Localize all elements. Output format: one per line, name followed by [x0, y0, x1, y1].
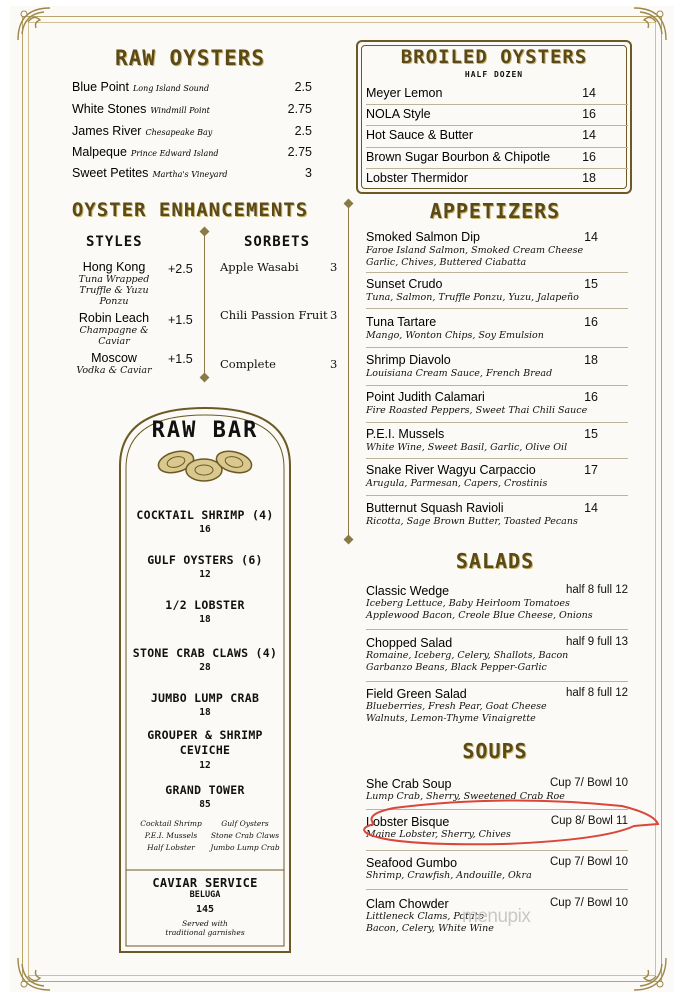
- list-item: [366, 463, 598, 489]
- list-item: [366, 86, 596, 106]
- raw-bar-item: [118, 598, 292, 625]
- list-item: [366, 277, 598, 303]
- column-divider: [348, 204, 349, 540]
- watermark: menupix: [462, 906, 531, 927]
- salad-desc: Applewood Bacon, Creole Blue Cheese, Onions: [366, 610, 593, 621]
- divider: [366, 422, 628, 423]
- salad-name: Field Green Salad: [366, 687, 467, 701]
- style-price: +2.5: [168, 262, 193, 276]
- oyster-price: 2.5: [294, 124, 312, 138]
- oyster-name: White Stones: [72, 102, 147, 116]
- soup-price: Cup 7/ Bowl 10: [550, 897, 628, 909]
- raw-bar-item-name: COCKTAIL SHRIMP (4): [136, 508, 274, 522]
- raw-bar-item: [118, 553, 292, 580]
- appetizers-heading: APPETIZERS: [429, 199, 561, 223]
- appetizer-desc: Garlic, Chives, Buttered Ciabatta: [366, 257, 527, 268]
- broiled-name: Hot Sauce & Butter: [366, 128, 474, 142]
- style-item: [64, 311, 164, 347]
- sorbet-price: 3: [330, 308, 338, 322]
- caviar-price: 145: [195, 904, 215, 915]
- caviar-note: traditional garnishes: [165, 928, 245, 937]
- oyster-location: Prince Edward Island: [130, 149, 219, 158]
- caviar-service: [118, 876, 292, 937]
- raw-bar-item-name: GROUPER & SHRIMP CEVICHE: [147, 728, 263, 757]
- list-item: [72, 102, 312, 120]
- list-item: [366, 353, 598, 379]
- list-item: [72, 145, 312, 163]
- divider: [366, 308, 628, 309]
- sorbet-name: Apple Wasabi: [220, 260, 299, 274]
- salad-desc: Romaine, Iceberg, Celery, Shallots, Bacon: [366, 650, 569, 661]
- divider: [366, 272, 628, 273]
- salad-price: half 8 full 12: [565, 584, 628, 596]
- divider: [366, 168, 628, 169]
- divider: [366, 889, 628, 890]
- salad-name: Classic Wedge: [366, 584, 450, 598]
- list-item: [366, 427, 598, 453]
- style-desc: Vodka & Caviar: [76, 365, 152, 376]
- broiled-subheading: HALF DOZEN: [464, 70, 524, 79]
- oyster-location: Long Island Sound: [132, 84, 210, 93]
- list-item: [366, 150, 596, 170]
- broiled-name: NOLA Style: [366, 107, 431, 121]
- divider: [366, 495, 628, 496]
- appetizer-name: Sunset Crudo: [366, 277, 443, 291]
- raw-bar-item: [140, 728, 270, 771]
- oyster-location: Martha's Vineyard: [152, 170, 228, 179]
- styles-label: STYLES: [86, 234, 143, 250]
- corner-ornament-icon: [14, 4, 54, 44]
- style-name: Hong Kong: [82, 260, 146, 274]
- soup-desc: Lump Crab, Sherry, Sweetened Crab Roe: [366, 791, 565, 802]
- corner-ornament-icon: [630, 4, 670, 44]
- broiled-name: Lobster Thermidor: [366, 171, 468, 185]
- caviar-sub: BELUGA: [189, 890, 221, 900]
- sorbet-price: 3: [330, 260, 338, 274]
- raw-bar-panel: [118, 406, 292, 954]
- style-price: +1.5: [168, 313, 193, 327]
- grand-tower-list-right: [208, 818, 282, 854]
- raw-bar-item: [118, 691, 292, 718]
- divider: [366, 385, 628, 386]
- oyster-price: 2.75: [287, 102, 312, 116]
- divider: [366, 850, 628, 851]
- appetizer-price: 14: [584, 230, 598, 244]
- appetizer-name: Smoked Salmon Dip: [366, 230, 480, 244]
- divider: [366, 347, 628, 348]
- soup-desc: Bacon, Celery, White Wine: [366, 923, 494, 934]
- salad-desc: Iceberg Lettuce, Baby Heirloom Tomatoes: [366, 598, 570, 609]
- broiled-price: 14: [582, 86, 596, 100]
- tower-item: Half Lobster: [147, 843, 195, 852]
- soup-name: Lobster Bisque: [366, 815, 450, 829]
- tower-item: Stone Crab Claws: [210, 831, 280, 840]
- raw-bar-frame: [118, 406, 292, 954]
- raw-bar-heading: RAW BAR: [151, 418, 259, 443]
- raw-bar-item: [118, 646, 292, 673]
- sorbet-name: Chili Passion Fruit: [220, 308, 328, 322]
- appetizer-name: P.E.I. Mussels: [366, 427, 445, 441]
- broiled-price: 18: [582, 171, 596, 185]
- oyster-name: Sweet Petites: [72, 166, 149, 180]
- corner-ornament-icon: [14, 954, 54, 994]
- salad-desc: Walnuts, Lemon-Thyme Vinaigrette: [366, 713, 536, 724]
- appetizer-price: 15: [584, 427, 598, 441]
- list-item: [366, 636, 628, 674]
- raw-bar-item-name: GRAND TOWER: [165, 783, 245, 797]
- soups-heading: SOUPS: [462, 739, 528, 763]
- style-item: [64, 351, 164, 376]
- appetizer-desc: Faroe Island Salmon, Smoked Cream Cheese: [366, 245, 584, 256]
- style-desc: Champagne & Caviar: [79, 325, 149, 347]
- caviar-note: Served with: [182, 919, 228, 928]
- oyster-price: 2.75: [287, 145, 312, 159]
- appetizer-price: 17: [584, 463, 598, 477]
- list-item: [366, 501, 598, 527]
- oyster-name: Blue Point: [72, 80, 129, 94]
- divider: [366, 681, 628, 682]
- list-item: [72, 166, 312, 184]
- list-item: [366, 856, 628, 882]
- soup-price: Cup 8/ Bowl 11: [550, 815, 628, 827]
- soup-price: Cup 7/ Bowl 10: [550, 856, 628, 868]
- broiled-price: 14: [582, 128, 596, 142]
- style-name: Moscow: [91, 351, 137, 365]
- oyster-name: Malpeque: [72, 145, 127, 159]
- appetizer-name: Tuna Tartare: [366, 315, 437, 329]
- broiled-name: Meyer Lemon: [366, 86, 443, 100]
- raw-bar-item: [118, 508, 292, 535]
- divider: [366, 458, 628, 459]
- soup-desc: Littleneck Clams, Potato: [366, 911, 485, 922]
- appetizer-desc: Louisiana Cream Sauce, French Bread: [366, 368, 553, 379]
- appetizer-name: Snake River Wagyu Carpaccio: [366, 463, 536, 477]
- raw-bar-item-name: STONE CRAB CLAWS (4): [132, 646, 278, 660]
- appetizer-desc: Arugula, Parmesan, Capers, Crostinis: [366, 478, 548, 489]
- tower-item: Cocktail Shrimp: [140, 819, 202, 828]
- raw-bar-item: [118, 783, 292, 810]
- list-item: [366, 584, 628, 622]
- list-item: [366, 390, 598, 416]
- tower-item: Gulf Oysters: [221, 819, 269, 828]
- broiled-price: 16: [582, 107, 596, 121]
- oyster-location: Windmill Point: [150, 106, 210, 115]
- style-desc: Truffle & Yuzu Ponzu: [79, 285, 149, 307]
- tower-item: P.E.I. Mussels: [144, 831, 198, 840]
- style-name: Robin Leach: [78, 311, 150, 325]
- appetizer-price: 15: [584, 277, 598, 291]
- raw-oysters-heading: RAW OYSTERS: [114, 46, 266, 70]
- salad-name: Chopped Salad: [366, 636, 453, 650]
- list-item: [72, 124, 312, 142]
- broiled-price: 16: [582, 150, 596, 164]
- salads-heading: SALADS: [455, 549, 535, 573]
- appetizer-desc: Ricotta, Sage Brown Butter, Toasted Pecans: [366, 516, 578, 527]
- raw-bar-item-name: JUMBO LUMP CRAB: [150, 691, 260, 705]
- grand-tower-list-left: [136, 818, 206, 854]
- soup-name: Seafood Gumbo: [366, 856, 458, 870]
- appetizer-name: Point Judith Calamari: [366, 390, 485, 404]
- appetizer-desc: Mango, Wonton Chips, Soy Emulsion: [366, 330, 544, 341]
- style-item: [64, 260, 164, 307]
- style-desc: Tuna Wrapped: [78, 274, 150, 285]
- soup-name: She Crab Soup: [366, 777, 452, 791]
- divider: [366, 147, 628, 148]
- list-item: [72, 80, 312, 98]
- salad-desc: Blueberries, Fresh Pear, Goat Cheese: [366, 701, 547, 712]
- list-item: [366, 687, 628, 725]
- appetizer-price: 16: [584, 390, 598, 404]
- enhancements-divider: [204, 232, 205, 376]
- list-item: [366, 315, 598, 341]
- appetizer-name: Butternut Squash Ravioli: [366, 501, 504, 515]
- oyster-price: 2.5: [294, 80, 312, 94]
- appetizer-desc: Tuna, Salmon, Truffle Ponzu, Yuzu, Jalapeño: [366, 292, 579, 303]
- tower-item: Jumbo Lump Crab: [210, 843, 280, 852]
- salad-desc: Garbanzo Beans, Black Pepper-Garlic: [366, 662, 547, 673]
- oyster-name: James River: [72, 124, 142, 138]
- broiled-name: Brown Sugar Bourbon & Chipotle: [366, 150, 551, 164]
- divider: [366, 125, 628, 126]
- soup-price: Cup 7/ Bowl 10: [550, 777, 628, 789]
- sorbet-name: Complete: [220, 357, 276, 371]
- appetizer-price: 16: [584, 315, 598, 329]
- soup-name: Clam Chowder: [366, 897, 449, 911]
- raw-bar-item-price: 16: [199, 524, 211, 535]
- raw-bar-item-price: 18: [199, 707, 211, 718]
- enhancements-heading: OYSTER ENHANCEMENTS: [71, 199, 309, 221]
- style-price: +1.5: [168, 352, 193, 366]
- raw-bar-item-name: 1/2 LOBSTER: [165, 598, 245, 612]
- divider: [366, 104, 628, 105]
- sorbets-label: SORBETS: [244, 234, 311, 250]
- raw-bar-item-price: 85: [199, 799, 211, 810]
- oyster-shells-icon: [152, 446, 258, 486]
- raw-bar-item-price: 28: [199, 662, 211, 673]
- raw-bar-item-price: 18: [199, 614, 211, 625]
- broiled-oysters-heading: BROILED OYSTERS: [372, 46, 616, 68]
- oyster-location: Chesapeake Bay: [145, 128, 213, 137]
- list-item: [366, 230, 598, 268]
- raw-bar-item-name: GULF OYSTERS (6): [147, 553, 263, 567]
- sorbet-price: 3: [330, 357, 338, 371]
- corner-ornament-icon: [630, 954, 670, 994]
- oyster-price: 3: [305, 166, 312, 180]
- appetizer-desc: White Wine, Sweet Basil, Garlic, Olive Oil: [366, 442, 568, 453]
- appetizer-name: Shrimp Diavolo: [366, 353, 451, 367]
- appetizer-desc: Fire Roasted Peppers, Sweet Thai Chili Sauce: [366, 405, 588, 416]
- highlight-circle-icon: [354, 796, 662, 852]
- list-item: [366, 107, 596, 127]
- salad-price: half 8 full 12: [565, 687, 628, 699]
- soup-desc: Shrimp, Crawfish, Andouille, Okra: [366, 870, 532, 881]
- appetizer-price: 14: [584, 501, 598, 515]
- raw-bar-item-price: 12: [199, 569, 211, 580]
- salad-price: half 9 full 13: [565, 636, 628, 648]
- divider: [366, 629, 628, 630]
- soup-desc: Maine Lobster, Sherry, Chives: [366, 829, 511, 840]
- appetizer-price: 18: [584, 353, 598, 367]
- raw-bar-item-price: 12: [199, 760, 211, 771]
- list-item: [366, 171, 596, 191]
- caviar-title: CAVIAR SERVICE: [152, 876, 258, 890]
- list-item: [366, 128, 596, 148]
